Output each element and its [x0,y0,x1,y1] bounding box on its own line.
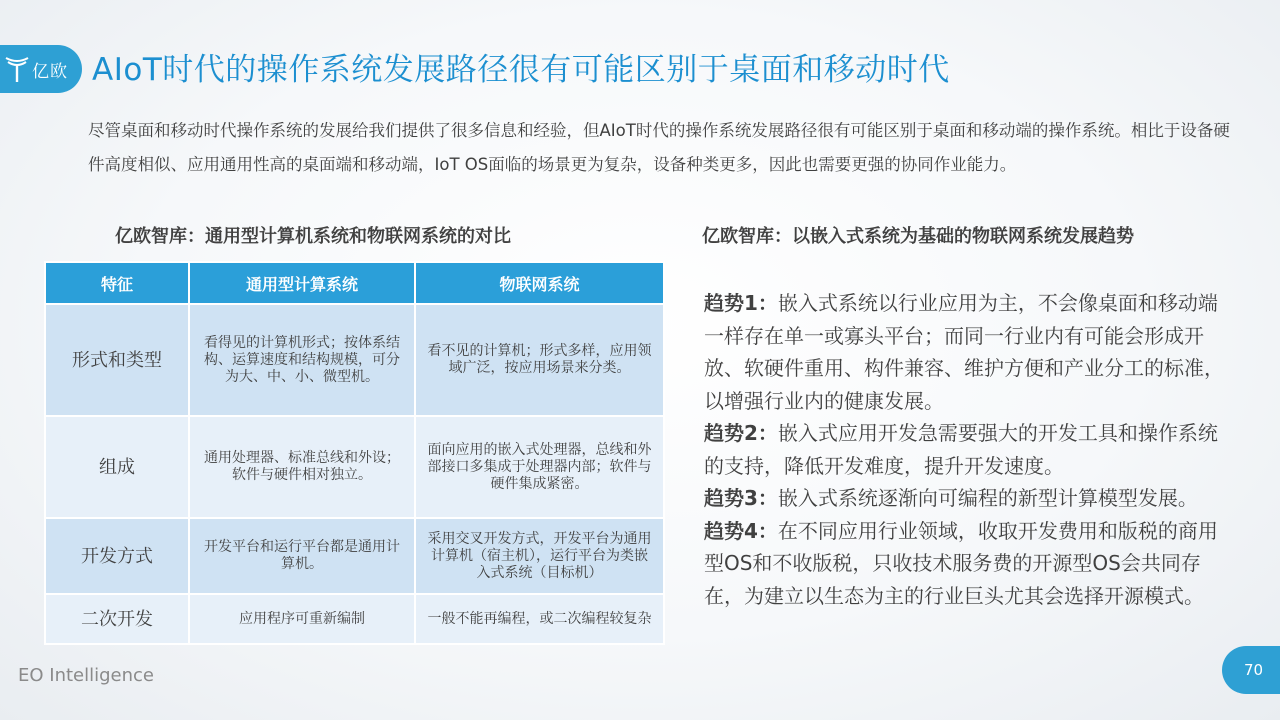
trend-text: 嵌入式系统逐渐向可编程的新型计算模型发展。 [777,486,1198,510]
page-title: AIoT时代的操作系统发展路径很有可能区别于桌面和移动时代 [92,52,950,88]
table-cell: 通用处理器、标准总线和外设；软件与硬件相对独立。 [189,416,415,518]
table-cell: 一般不能再编程，或二次编程较复杂 [415,594,664,644]
trends-heading: 亿欧智库：以嵌入式系统为基础的物联网系统发展趋势 [702,226,1134,247]
logo-y-icon [4,54,30,84]
table-cell: 面向应用的嵌入式处理器，总线和外部接口多集成于处理器内部；软件与硬件集成紧密。 [415,416,664,518]
table-row [45,416,664,518]
table-cell: 看不见的计算机；形式多样，应用领域广泛，按应用场景来分类。 [415,304,664,416]
table-header-cell: 物联网系统 [415,262,664,304]
table-cell: 看得见的计算机形式；按体系结构、运算速度和结构规模，可分为大、中、小、微型机。 [189,304,415,416]
table-row [45,518,664,594]
trend-text: 嵌入式系统以行业应用为主，不会像桌面和移动端一样存在单一或寡头平台；而同一行业内有可能会形成开放、软硬件重用、构件兼容、维护方便和产业分工的标准，以增强行业内的健康发展。 [704,291,1224,413]
trend-item [704,287,1234,417]
table-header-cell: 通用型计算系统 [189,262,415,304]
intro-paragraph: 尽管桌面和移动时代操作系统的发展给我们提供了很多信息和经验，但AIoT时代的操作系统发展路径很有可能区别于桌面和移动端的操作系统。相比于设备硬件高度相似、应用通用性高的桌面端和移动端，IoT OS面临的场景更为复杂，设备种类更多，因此也需要更强的协同作业能力。 [88,121,1230,174]
table-cell: 开发方式 [45,518,189,594]
table-header-cell: 特征 [45,262,189,304]
table-cell: 形式和类型 [45,304,189,416]
trend-label: 趋势2： [704,421,778,445]
trend-label: 趋势4： [704,518,778,543]
trend-item [704,515,1234,613]
footer-brand: EO Intelligence [18,665,154,686]
table-row [45,594,664,644]
table-cell: 开发平台和运行平台都是通用计算机。 [189,518,415,594]
table-cell: 应用程序可重新编制 [189,594,415,644]
logo-text: 亿欧 [32,61,68,82]
trend-item [704,482,1234,515]
trend-label: 趋势3： [704,486,778,510]
comparison-table [44,261,665,645]
table-cell: 采用交叉开发方式，开发平台为通用计算机（宿主机），运行平台为类嵌入式系统（目标机） [415,518,664,594]
table-cell: 二次开发 [45,594,189,644]
trend-text: 在不同应用行业领域，收取开发费用和版税的商用型OS和不收版税，只收技术服务费的开源型OS会共同存在，为建立以生态为主的行业巨头尤其会选择开源模式。 [704,518,1218,608]
page-number: 70 [1222,646,1280,694]
trends-list [704,287,1234,612]
trend-item [704,417,1234,482]
table-row [45,304,664,416]
trend-text: 嵌入式应用开发急需要强大的开发工具和操作系统的支持，降低开发难度，提升开发速度。 [704,421,1218,478]
table-cell: 组成 [45,416,189,518]
table-heading: 亿欧智库：通用型计算机系统和物联网系统的对比 [115,226,511,247]
logo [0,45,82,93]
trend-label: 趋势1： [704,291,778,315]
table-header-row [45,262,664,304]
